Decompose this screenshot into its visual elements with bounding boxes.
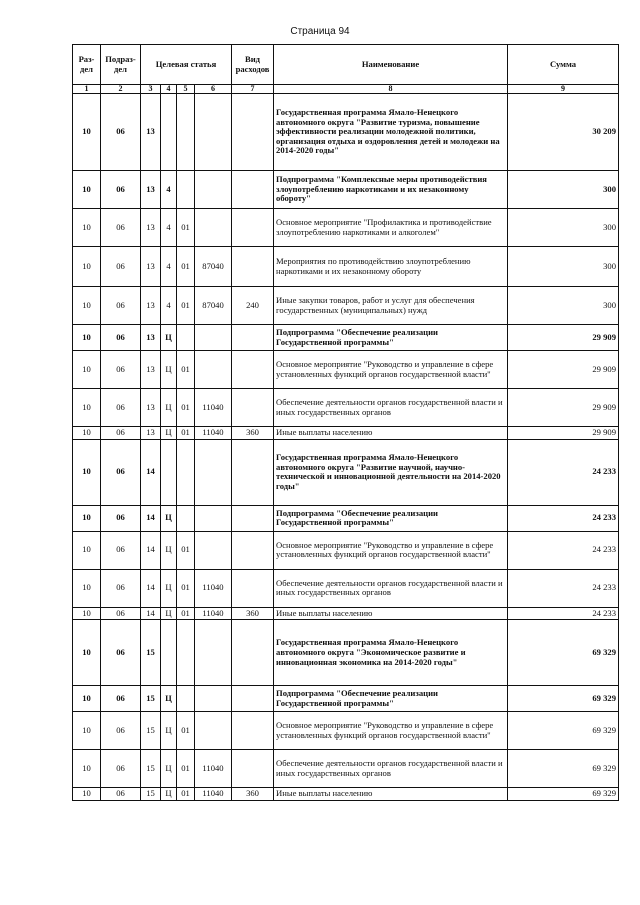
event-code-cell: 01 [177,788,195,801]
subprogram-code-cell: 4 [161,287,177,325]
table-row [73,325,619,351]
direction-code-cell [195,531,232,569]
col-number: 7 [232,85,274,94]
podrazdel-cell: 06 [101,686,141,712]
program-code-cell: 14 [141,505,161,531]
razdel-cell: 10 [73,171,101,209]
table-row [73,531,619,569]
expense-type-cell [232,505,274,531]
program-code-cell: 13 [141,287,161,325]
razdel-cell: 10 [73,750,101,788]
expense-type-cell: 360 [232,427,274,440]
direction-code-cell: 11040 [195,427,232,440]
direction-code-cell [195,712,232,750]
podrazdel-cell: 06 [101,620,141,686]
name-cell: Подпрограмма "Обеспечение реализации Государственной программы" [274,325,508,351]
razdel-cell: 10 [73,686,101,712]
name-cell: Основное мероприятие "Руководство и управление в сфере установленных функций органов государственной власти" [274,531,508,569]
sum-cell: 69 329 [508,620,619,686]
expense-type-cell [232,686,274,712]
table-row [73,788,619,801]
col-number: 3 [141,85,161,94]
expense-type-cell: 360 [232,607,274,620]
podrazdel-cell: 06 [101,712,141,750]
event-code-cell: 01 [177,712,195,750]
expense-type-cell [232,750,274,788]
program-code-cell: 14 [141,531,161,569]
razdel-cell: 10 [73,325,101,351]
direction-code-cell [195,171,232,209]
name-cell: Государственная программа Ямало-Ненецкого автономного округа "Экономическое развитие и инновационная экономика на 2014-2020 годы" [274,620,508,686]
podrazdel-cell: 06 [101,531,141,569]
razdel-cell: 10 [73,788,101,801]
name-cell: Основное мероприятие "Руководство и управление в сфере установленных функций органов государственной власти" [274,351,508,389]
direction-code-cell [195,620,232,686]
razdel-cell: 10 [73,620,101,686]
header-vid-rashodov: Вид расходов [232,45,274,85]
subprogram-code-cell: Ц [161,427,177,440]
podrazdel-cell: 06 [101,750,141,788]
expense-type-cell: 360 [232,788,274,801]
event-code-cell: 01 [177,750,195,788]
program-code-cell: 13 [141,351,161,389]
sum-cell: 24 233 [508,531,619,569]
name-cell: Иные закупки товаров, работ и услуг для обеспечения государственных (муниципальных) нужд [274,287,508,325]
program-code-cell: 14 [141,607,161,620]
header-celevaya-statya: Целевая статья [141,45,232,85]
subprogram-code-cell: Ц [161,607,177,620]
razdel-cell: 10 [73,287,101,325]
table-row [73,505,619,531]
podrazdel-cell: 06 [101,439,141,505]
program-code-cell: 15 [141,750,161,788]
table-row [73,439,619,505]
program-code-cell: 13 [141,325,161,351]
podrazdel-cell: 06 [101,505,141,531]
event-code-cell: 01 [177,569,195,607]
program-code-cell: 13 [141,209,161,247]
expense-type-cell [232,531,274,569]
subprogram-code-cell: Ц [161,505,177,531]
name-cell: Подпрограмма "Обеспечение реализации Государственной программы" [274,505,508,531]
table-row [73,620,619,686]
expense-type-cell [232,439,274,505]
event-code-cell: 01 [177,287,195,325]
sum-cell: 69 329 [508,750,619,788]
program-code-cell: 15 [141,712,161,750]
expense-type-cell [232,247,274,287]
sum-cell: 24 233 [508,607,619,620]
podrazdel-cell: 06 [101,247,141,287]
name-cell: Основное мероприятие "Профилактика и противодействие злоупотреблению наркотиками и алкоголем" [274,209,508,247]
expense-type-cell [232,620,274,686]
name-cell: Государственная программа Ямало-Ненецкого автономного округа "Развитие научной, научно-технической и инновационной деятельности на 2014-2020 годы" [274,439,508,505]
razdel-cell: 10 [73,389,101,427]
col-number: 9 [508,85,619,94]
podrazdel-cell: 06 [101,94,141,171]
razdel-cell: 10 [73,607,101,620]
table-row [73,569,619,607]
direction-code-cell: 11040 [195,389,232,427]
table-row [73,351,619,389]
razdel-cell: 10 [73,531,101,569]
direction-code-cell [195,505,232,531]
event-code-cell [177,505,195,531]
razdel-cell: 10 [73,247,101,287]
name-cell: Обеспечение деятельности органов государственной власти и иных государственных органов [274,569,508,607]
subprogram-code-cell: Ц [161,750,177,788]
direction-code-cell [195,94,232,171]
program-code-cell: 13 [141,171,161,209]
col-number: 4 [161,85,177,94]
table-row [73,287,619,325]
subprogram-code-cell: Ц [161,686,177,712]
direction-code-cell [195,686,232,712]
program-code-cell: 13 [141,389,161,427]
event-code-cell: 01 [177,351,195,389]
program-code-cell: 13 [141,94,161,171]
sum-cell: 29 909 [508,325,619,351]
program-code-cell: 13 [141,427,161,440]
budget-table [72,44,619,801]
sum-cell: 24 233 [508,505,619,531]
program-code-cell: 15 [141,620,161,686]
razdel-cell: 10 [73,712,101,750]
direction-code-cell: 11040 [195,750,232,788]
col-number: 1 [73,85,101,94]
table-row [73,247,619,287]
table-row [73,712,619,750]
expense-type-cell [232,712,274,750]
header-row [73,45,619,85]
event-code-cell: 01 [177,607,195,620]
sum-cell: 300 [508,171,619,209]
podrazdel-cell: 06 [101,427,141,440]
podrazdel-cell: 06 [101,607,141,620]
table-row [73,94,619,171]
event-code-cell [177,439,195,505]
expense-type-cell [232,351,274,389]
subprogram-code-cell: 4 [161,209,177,247]
header-naimenovanie: Наименование [274,45,508,85]
sum-cell: 300 [508,247,619,287]
direction-code-cell [195,439,232,505]
subprogram-code-cell: Ц [161,389,177,427]
direction-code-cell: 87040 [195,287,232,325]
program-code-cell: 13 [141,247,161,287]
col-number: 6 [195,85,232,94]
event-code-cell: 01 [177,209,195,247]
program-code-cell: 14 [141,439,161,505]
expense-type-cell [232,389,274,427]
razdel-cell: 10 [73,427,101,440]
table-row [73,389,619,427]
podrazdel-cell: 06 [101,788,141,801]
header-razdel: Раз-дел [73,45,101,85]
sum-cell: 29 909 [508,427,619,440]
expense-type-cell [232,209,274,247]
podrazdel-cell: 06 [101,389,141,427]
razdel-cell: 10 [73,569,101,607]
subprogram-code-cell: 4 [161,171,177,209]
program-code-cell: 15 [141,788,161,801]
program-code-cell: 14 [141,569,161,607]
event-code-cell [177,94,195,171]
subprogram-code-cell: Ц [161,712,177,750]
sum-cell: 29 909 [508,389,619,427]
expense-type-cell [232,94,274,171]
direction-code-cell [195,325,232,351]
direction-code-cell [195,351,232,389]
subprogram-code-cell [161,439,177,505]
podrazdel-cell: 06 [101,569,141,607]
razdel-cell: 10 [73,94,101,171]
table-row [73,686,619,712]
podrazdel-cell: 06 [101,171,141,209]
razdel-cell: 10 [73,209,101,247]
event-code-cell: 01 [177,247,195,287]
table-row [73,607,619,620]
sum-cell: 69 329 [508,712,619,750]
page-label: Страница 94 [290,26,350,37]
subprogram-code-cell: Ц [161,325,177,351]
sum-cell: 69 329 [508,686,619,712]
event-code-cell: 01 [177,531,195,569]
direction-code-cell: 87040 [195,247,232,287]
event-code-cell [177,325,195,351]
table-row [73,209,619,247]
event-code-cell [177,686,195,712]
razdel-cell: 10 [73,351,101,389]
direction-code-cell: 11040 [195,788,232,801]
sum-cell: 24 233 [508,439,619,505]
event-code-cell: 01 [177,427,195,440]
name-cell: Иные выплаты населению [274,607,508,620]
sum-cell: 300 [508,287,619,325]
direction-code-cell: 11040 [195,569,232,607]
name-cell: Подпрограмма "Обеспечение реализации Государственной программы" [274,686,508,712]
subprogram-code-cell: Ц [161,569,177,607]
sum-cell: 24 233 [508,569,619,607]
podrazdel-cell: 06 [101,325,141,351]
name-cell: Подпрограмма "Комплексные меры противодействия злоупотреблению наркотиками и их незаконному обороту" [274,171,508,209]
table-row [73,171,619,209]
header-summa: Сумма [508,45,619,85]
col-number: 5 [177,85,195,94]
direction-code-cell [195,209,232,247]
podrazdel-cell: 06 [101,351,141,389]
event-code-cell [177,620,195,686]
name-cell: Основное мероприятие "Руководство и управление в сфере установленных функций органов государственной власти" [274,712,508,750]
podrazdel-cell: 06 [101,287,141,325]
header-podrazdel: Подраз-дел [101,45,141,85]
expense-type-cell [232,569,274,607]
event-code-cell [177,171,195,209]
name-cell: Мероприятия по противодействию злоупотреблению наркотиками и их незаконному обороту [274,247,508,287]
direction-code-cell: 11040 [195,607,232,620]
subprogram-code-cell [161,94,177,171]
column-number-row [73,85,619,94]
subprogram-code-cell: Ц [161,531,177,569]
event-code-cell: 01 [177,389,195,427]
subprogram-code-cell: Ц [161,351,177,389]
sum-cell: 30 209 [508,94,619,171]
subprogram-code-cell: Ц [161,788,177,801]
sum-cell: 300 [508,209,619,247]
expense-type-cell: 240 [232,287,274,325]
table-row [73,427,619,440]
sum-cell: 69 329 [508,788,619,801]
table-body [73,94,619,801]
razdel-cell: 10 [73,505,101,531]
program-code-cell: 15 [141,686,161,712]
name-cell: Обеспечение деятельности органов государственной власти и иных государственных органов [274,389,508,427]
col-number: 8 [274,85,508,94]
name-cell: Иные выплаты населению [274,427,508,440]
subprogram-code-cell [161,620,177,686]
name-cell: Государственная программа Ямало-Ненецкого автономного округа "Развитие туризма, повышение эффективности реализации молодежной политики, организация отдыха и оздоровления детей и молодежи на 2014-2020 годы" [274,94,508,171]
razdel-cell: 10 [73,439,101,505]
expense-type-cell [232,171,274,209]
col-number: 2 [101,85,141,94]
table-row [73,750,619,788]
expense-type-cell [232,325,274,351]
subprogram-code-cell: 4 [161,247,177,287]
sum-cell: 29 909 [508,351,619,389]
podrazdel-cell: 06 [101,209,141,247]
name-cell: Иные выплаты населению [274,788,508,801]
name-cell: Обеспечение деятельности органов государственной власти и иных государственных органов [274,750,508,788]
